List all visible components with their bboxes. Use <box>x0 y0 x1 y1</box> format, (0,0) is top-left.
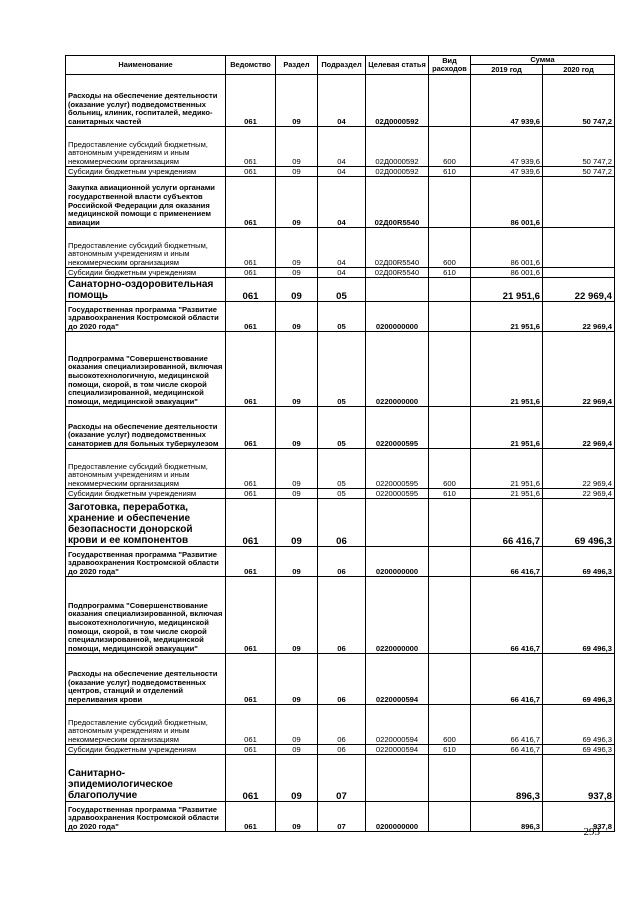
cell-subsection: 06 <box>318 547 366 577</box>
cell-section: 09 <box>276 75 318 127</box>
cell-section: 09 <box>276 577 318 654</box>
cell-y2019: 21 951,6 <box>471 407 543 449</box>
cell-name: Заготовка, переработка, хранение и обеспечение безопасности донорской крови и ее компонентов <box>66 499 226 547</box>
cell-subsection: 06 <box>318 577 366 654</box>
cell-y2020: 22 969,4 <box>543 449 615 489</box>
cell-y2019: 21 951,6 <box>471 489 543 499</box>
cell-name: Предоставление субсидий бюджетным, автономным учреждениям и иным некоммерческим организациям <box>66 449 226 489</box>
cell-section: 09 <box>276 802 318 832</box>
cell-y2019: 896,3 <box>471 802 543 832</box>
table-row <box>66 407 615 449</box>
cell-y2020 <box>543 268 615 278</box>
cell-y2020: 22 969,4 <box>543 278 615 302</box>
cell-target: 0220000594 <box>366 654 429 705</box>
cell-subsection: 07 <box>318 802 366 832</box>
cell-name: Санитарно-эпидемиологическое благополучие <box>66 755 226 802</box>
cell-name: Расходы на обеспечение деятельности (оказание услуг) подведомственных центров, станций и отделений переливания крови <box>66 654 226 705</box>
cell-section: 09 <box>276 177 318 228</box>
cell-subsection: 05 <box>318 278 366 302</box>
cell-target: 02Д0000592 <box>366 127 429 167</box>
table-row <box>66 489 615 499</box>
cell-subsection: 04 <box>318 177 366 228</box>
cell-type <box>429 499 471 547</box>
cell-section: 09 <box>276 302 318 332</box>
cell-dept: 061 <box>226 489 276 499</box>
cell-dept: 061 <box>226 407 276 449</box>
cell-y2019: 66 416,7 <box>471 499 543 547</box>
cell-subsection: 06 <box>318 499 366 547</box>
cell-subsection: 05 <box>318 407 366 449</box>
cell-y2019: 86 001,6 <box>471 177 543 228</box>
cell-name: Государственная программа "Развитие здравоохранения Костромской области до 2020 года" <box>66 547 226 577</box>
cell-type: 610 <box>429 489 471 499</box>
cell-subsection: 04 <box>318 167 366 177</box>
cell-name: Субсидии бюджетным учреждениям <box>66 745 226 755</box>
table-row <box>66 127 615 167</box>
cell-type: 600 <box>429 705 471 745</box>
table-row <box>66 499 615 547</box>
cell-section: 09 <box>276 278 318 302</box>
cell-y2020: 50 747,2 <box>543 75 615 127</box>
cell-subsection: 06 <box>318 705 366 745</box>
cell-dept: 061 <box>226 302 276 332</box>
table-row <box>66 449 615 489</box>
cell-y2019: 47 939,6 <box>471 127 543 167</box>
cell-section: 09 <box>276 755 318 802</box>
cell-y2020: 22 969,4 <box>543 332 615 407</box>
cell-section: 09 <box>276 705 318 745</box>
cell-type <box>429 654 471 705</box>
cell-subsection: 05 <box>318 489 366 499</box>
cell-type <box>429 302 471 332</box>
table-row <box>66 75 615 127</box>
cell-subsection: 05 <box>318 302 366 332</box>
cell-section: 09 <box>276 268 318 278</box>
cell-y2020: 69 496,3 <box>543 547 615 577</box>
cell-type <box>429 332 471 407</box>
cell-dept: 061 <box>226 802 276 832</box>
header-subsection: Подраздел <box>318 56 366 75</box>
cell-section: 09 <box>276 127 318 167</box>
table-row <box>66 278 615 302</box>
cell-dept: 061 <box>226 755 276 802</box>
cell-type <box>429 755 471 802</box>
cell-subsection: 07 <box>318 755 366 802</box>
table-row <box>66 268 615 278</box>
cell-target: 0220000594 <box>366 745 429 755</box>
cell-y2019: 21 951,6 <box>471 302 543 332</box>
cell-y2019: 47 939,6 <box>471 167 543 177</box>
cell-subsection: 06 <box>318 654 366 705</box>
cell-y2019: 66 416,7 <box>471 705 543 745</box>
table-row <box>66 302 615 332</box>
cell-y2020: 69 496,3 <box>543 499 615 547</box>
cell-y2019: 86 001,6 <box>471 228 543 268</box>
cell-type <box>429 407 471 449</box>
table-row <box>66 705 615 745</box>
cell-subsection: 04 <box>318 228 366 268</box>
cell-dept: 061 <box>226 745 276 755</box>
cell-dept: 061 <box>226 449 276 489</box>
cell-y2020: 69 496,3 <box>543 654 615 705</box>
cell-name: Расходы на обеспечение деятельности (оказание услуг) подведомственных санаториев для больных туберкулезом <box>66 407 226 449</box>
cell-target <box>366 278 429 302</box>
cell-name: Санаторно-оздоровительная помощь <box>66 278 226 302</box>
cell-y2020: 937,8 <box>543 755 615 802</box>
cell-y2020: 69 496,3 <box>543 745 615 755</box>
cell-y2020 <box>543 228 615 268</box>
cell-dept: 061 <box>226 705 276 745</box>
cell-name: Расходы на обеспечение деятельности (оказание услуг) подведомственных больниц, клиник, госпиталей, медико-санитарных частей <box>66 75 226 127</box>
table-row <box>66 177 615 228</box>
cell-dept: 061 <box>226 278 276 302</box>
cell-dept: 061 <box>226 75 276 127</box>
cell-subsection: 04 <box>318 127 366 167</box>
cell-section: 09 <box>276 489 318 499</box>
cell-y2019: 21 951,6 <box>471 449 543 489</box>
cell-y2019: 66 416,7 <box>471 745 543 755</box>
cell-section: 09 <box>276 654 318 705</box>
table-row <box>66 228 615 268</box>
cell-y2019: 896,3 <box>471 755 543 802</box>
cell-dept: 061 <box>226 268 276 278</box>
table-row <box>66 547 615 577</box>
cell-name: Государственная программа "Развитие здравоохранения Костромской области до 2020 года" <box>66 302 226 332</box>
cell-type: 610 <box>429 268 471 278</box>
cell-y2020: 69 496,3 <box>543 577 615 654</box>
cell-type: 610 <box>429 167 471 177</box>
cell-y2019: 47 939,6 <box>471 75 543 127</box>
table-row <box>66 755 615 802</box>
cell-type <box>429 547 471 577</box>
cell-y2019: 66 416,7 <box>471 654 543 705</box>
cell-dept: 061 <box>226 228 276 268</box>
cell-y2020: 22 969,4 <box>543 302 615 332</box>
cell-section: 09 <box>276 745 318 755</box>
cell-section: 09 <box>276 449 318 489</box>
cell-subsection: 04 <box>318 268 366 278</box>
cell-type <box>429 278 471 302</box>
cell-target: 0220000595 <box>366 489 429 499</box>
header-type: Вид расходов <box>429 56 471 75</box>
cell-target: 0220000595 <box>366 449 429 489</box>
cell-section: 09 <box>276 407 318 449</box>
table-row <box>66 332 615 407</box>
cell-y2019: 21 951,6 <box>471 332 543 407</box>
cell-section: 09 <box>276 167 318 177</box>
cell-section: 09 <box>276 547 318 577</box>
cell-y2020 <box>543 177 615 228</box>
cell-type: 600 <box>429 449 471 489</box>
cell-subsection: 05 <box>318 332 366 407</box>
cell-target: 0200000000 <box>366 547 429 577</box>
page-number: 293 <box>583 826 600 838</box>
cell-dept: 061 <box>226 499 276 547</box>
cell-name: Предоставление субсидий бюджетным, автономным учреждениям и иным некоммерческим организациям <box>66 127 226 167</box>
header-section: Раздел <box>276 56 318 75</box>
table-row <box>66 745 615 755</box>
header-target: Целевая статья <box>366 56 429 75</box>
cell-name: Субсидии бюджетным учреждениям <box>66 489 226 499</box>
cell-type: 610 <box>429 745 471 755</box>
cell-dept: 061 <box>226 654 276 705</box>
table-body <box>66 75 615 832</box>
cell-y2019: 66 416,7 <box>471 547 543 577</box>
cell-y2020: 22 969,4 <box>543 489 615 499</box>
header-sum: Сумма <box>471 56 615 65</box>
cell-target: 02Д00R5540 <box>366 228 429 268</box>
table-row <box>66 654 615 705</box>
cell-name: Предоставление субсидий бюджетным, автономным учреждениям и иным некоммерческим организациям <box>66 705 226 745</box>
cell-name: Субсидии бюджетным учреждениям <box>66 268 226 278</box>
cell-y2019: 86 001,6 <box>471 268 543 278</box>
cell-target <box>366 755 429 802</box>
cell-target <box>366 499 429 547</box>
cell-target: 0220000000 <box>366 577 429 654</box>
cell-y2020: 937,8 <box>543 802 615 832</box>
cell-y2020: 22 969,4 <box>543 407 615 449</box>
cell-target: 02Д0000592 <box>366 167 429 177</box>
cell-section: 09 <box>276 332 318 407</box>
header-name: Наименование <box>66 56 226 75</box>
cell-type <box>429 177 471 228</box>
cell-dept: 061 <box>226 177 276 228</box>
cell-name: Государственная программа "Развитие здравоохранения Костромской области до 2020 года" <box>66 802 226 832</box>
cell-name: Подпрограмма "Совершенствование оказания специализированной, включая высокотехнологичную, медицинской помощи, скорой, в том числе скорой специализированной, медицинской помощи, медицинской эвакуации" <box>66 577 226 654</box>
cell-dept: 061 <box>226 332 276 407</box>
table-row <box>66 802 615 832</box>
cell-type <box>429 577 471 654</box>
cell-target: 0200000000 <box>366 302 429 332</box>
cell-dept: 061 <box>226 577 276 654</box>
cell-y2020: 69 496,3 <box>543 705 615 745</box>
cell-type <box>429 802 471 832</box>
cell-target: 02Д00R5540 <box>366 177 429 228</box>
cell-dept: 061 <box>226 167 276 177</box>
cell-target: 02Д00R5540 <box>366 268 429 278</box>
cell-section: 09 <box>276 499 318 547</box>
cell-target: 0220000594 <box>366 705 429 745</box>
cell-name: Подпрограмма "Совершенствование оказания специализированной, включая высокотехнологичную, медицинской помощи, скорой, в том числе скорой специализированной, медицинской помощи, медицинской эвакуации" <box>66 332 226 407</box>
header-2019: 2019 год <box>471 65 543 75</box>
cell-target: 0220000000 <box>366 332 429 407</box>
cell-name: Субсидии бюджетным учреждениям <box>66 167 226 177</box>
cell-target: 0220000595 <box>366 407 429 449</box>
cell-section: 09 <box>276 228 318 268</box>
cell-type: 600 <box>429 127 471 167</box>
cell-target: 02Д0000592 <box>366 75 429 127</box>
table-row <box>66 167 615 177</box>
table-row <box>66 577 615 654</box>
cell-type: 600 <box>429 228 471 268</box>
budget-table <box>65 55 615 832</box>
cell-y2020: 50 747,2 <box>543 127 615 167</box>
budget-document <box>65 55 614 832</box>
cell-subsection: 05 <box>318 449 366 489</box>
cell-dept: 061 <box>226 127 276 167</box>
cell-y2020: 50 747,2 <box>543 167 615 177</box>
cell-y2019: 21 951,6 <box>471 278 543 302</box>
cell-name: Закупка авиационной услуги органами государственной власти субъектов Российской Федерации для оказания медицинской помощи с применением авиации <box>66 177 226 228</box>
cell-subsection: 04 <box>318 75 366 127</box>
cell-subsection: 06 <box>318 745 366 755</box>
cell-name: Предоставление субсидий бюджетным, автономным учреждениям и иным некоммерческим организациям <box>66 228 226 268</box>
cell-dept: 061 <box>226 547 276 577</box>
header-2020: 2020 год <box>543 65 615 75</box>
cell-y2019: 66 416,7 <box>471 577 543 654</box>
header-dept: Ведомство <box>226 56 276 75</box>
cell-target: 0200000000 <box>366 802 429 832</box>
cell-type <box>429 75 471 127</box>
